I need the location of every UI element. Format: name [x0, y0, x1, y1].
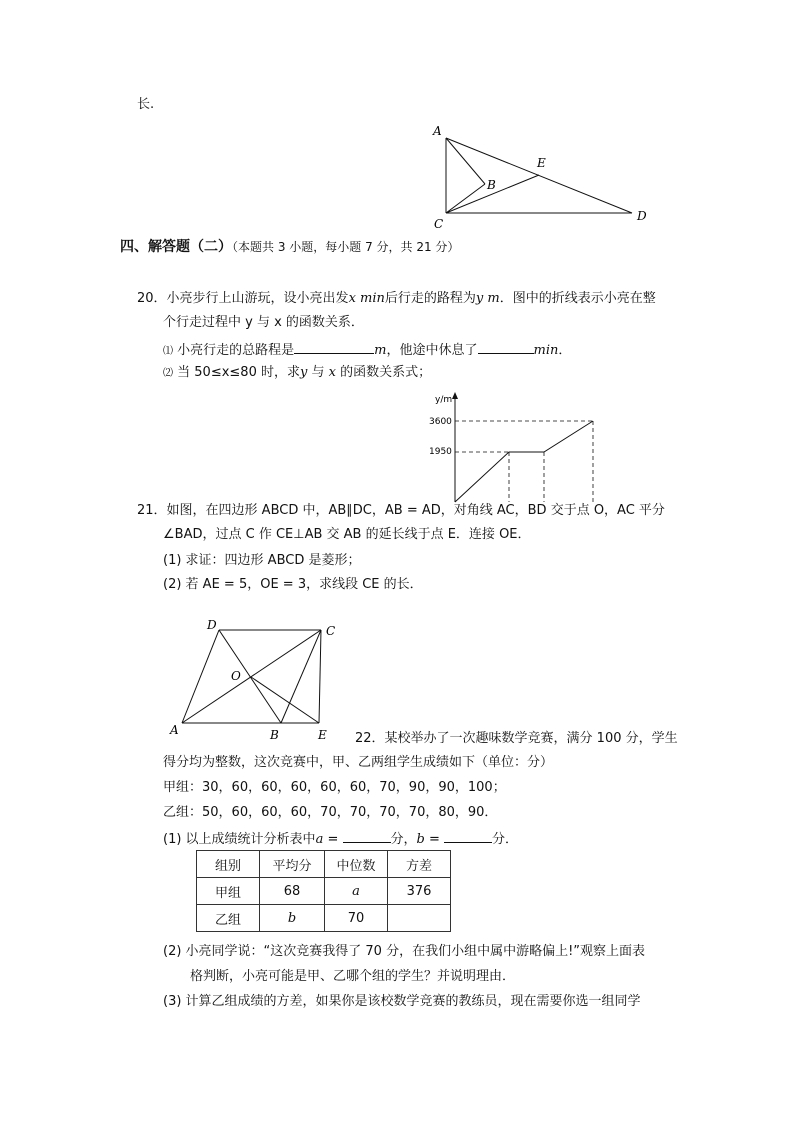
- tick-1950: 1950: [429, 447, 452, 457]
- q22-blank-a[interactable]: [343, 829, 391, 843]
- rhombus-figure: [160, 615, 350, 745]
- table-cell: b: [260, 905, 325, 932]
- q21-number: 21．: [137, 503, 167, 518]
- q20-p2-y-var: y: [299, 365, 308, 380]
- header-cell: 组别: [197, 851, 260, 878]
- label-a: A: [170, 723, 179, 737]
- q20-line1: [137, 290, 656, 308]
- q21-part1: (1) 求证：四边形 ABCD 是菱形；: [163, 553, 361, 568]
- q21-line2: ∠BAD，过点 C 作 CE⊥AB 交 AB 的延长线于点 E．连接 OE．: [163, 527, 531, 542]
- q22-line1: 22．某校举办了一次趣味数学竞赛，满分 100 分，学生: [355, 731, 678, 746]
- q20-p2-x-var: x: [328, 365, 336, 380]
- q22-group-b: 乙组：50，60，60，60，70，70，70，70，80，90．: [163, 805, 498, 820]
- q22-part3: (3) 计算乙组成绩的方差，如果你是该校数学竞赛的教练员，现在需要你选一组同学: [163, 994, 641, 1009]
- seg-oe: [251, 677, 319, 723]
- header-cell: 方差: [388, 851, 451, 878]
- table-cell: [388, 905, 451, 932]
- q20-p1-num: ⑴: [163, 346, 173, 357]
- q20-p1-mid: ，他途中休息了: [386, 343, 478, 358]
- q20-part1: [163, 340, 571, 361]
- label-d: D: [207, 618, 217, 632]
- table-cell: 甲组: [197, 878, 260, 905]
- q22-eq-b: =: [424, 832, 445, 847]
- table-row: [197, 905, 451, 932]
- prev-question-tail: 长.: [137, 97, 155, 112]
- q20-text-a: 小亮步行上山游玩，设小亮出发: [166, 291, 349, 306]
- q20-p1-blank-distance[interactable]: [294, 340, 374, 354]
- q20-y-var: y: [475, 291, 484, 306]
- q20-p1-blank-rest[interactable]: [478, 340, 534, 354]
- q20-p1-min-unit: min: [533, 343, 559, 358]
- y-axis-label: y/m: [435, 395, 453, 405]
- q20-line2: 个行走过程中 y 与 x 的函数关系．: [163, 315, 364, 330]
- q20-p2-end: 的函数关系式；: [340, 365, 432, 380]
- table-cell: 68: [260, 878, 325, 905]
- table-cell: a: [325, 878, 388, 905]
- table-cell: 70: [325, 905, 388, 932]
- q22-blank-b[interactable]: [444, 829, 492, 843]
- q20-p2-and: 与: [311, 365, 325, 380]
- q21-part2: (2) 若 AE = 5，OE = 3，求线段 CE 的长．: [163, 577, 423, 592]
- label-b: B: [487, 178, 496, 192]
- table-cell: 乙组: [197, 905, 260, 932]
- triangle-figure-1: [420, 120, 660, 235]
- section-title: 四、解答题（二）: [120, 239, 232, 255]
- q20-p2-text: 当 50≤x≤80 时，求: [177, 365, 300, 380]
- q22-part2-line1: (2) 小亮同学说：“这次竞赛我得了 70 分，在我们小组中属中游略偏上!”观察上面表: [163, 944, 646, 959]
- q22-part2-line2: 格判断，小亮可能是甲、乙哪个组的学生？并说明理由．: [190, 969, 516, 984]
- label-d: D: [637, 209, 647, 223]
- tick-3600: 3600: [429, 417, 452, 427]
- table-header-row: [197, 851, 451, 878]
- label-e: E: [537, 156, 546, 170]
- label-e: E: [318, 728, 327, 742]
- seg-ce: [319, 630, 321, 723]
- seg-ab: [446, 138, 485, 184]
- q22-var-a: a: [315, 832, 324, 847]
- table-cell: 376: [388, 878, 451, 905]
- seg-ac: [182, 630, 321, 723]
- label-c: C: [326, 624, 336, 638]
- table-row: [197, 878, 451, 905]
- section-heading: [120, 238, 459, 257]
- q20-m-unit: m: [487, 291, 500, 306]
- q20-p1-text: 小亮行走的总路程是: [177, 343, 295, 358]
- q22-group-a: 甲组：30，60，60，60，60，60，70，90，90，100；: [163, 780, 506, 795]
- seg-da: [182, 630, 219, 723]
- q21-line1: [137, 502, 665, 520]
- stats-table: [196, 850, 451, 932]
- header-cell: 平均分: [260, 851, 325, 878]
- label-b: B: [270, 728, 279, 742]
- q22-unit-a: 分，: [390, 832, 417, 847]
- q22-unit-b: 分．: [492, 832, 519, 847]
- q21-text1: 如图，在四边形 ABCD 中，AB∥DC，AB = AD，对角线 AC，BD 交于点 O，AC 平分: [166, 503, 665, 518]
- q22-p1-text: (1) 以上成绩统计分析表中: [163, 832, 316, 847]
- q20-text-b: 后行走的路程为: [384, 291, 476, 306]
- q20-number: 20．: [137, 291, 167, 306]
- seg-db: [219, 630, 281, 723]
- q20-p2-num: ⑵: [163, 368, 173, 379]
- label-o: O: [231, 669, 241, 683]
- distance-time-graph: [425, 390, 610, 510]
- seg-bc: [446, 184, 485, 213]
- header-cell: 中位数: [325, 851, 388, 878]
- q20-x-var: x: [348, 291, 356, 306]
- q22-eq-a: =: [323, 832, 343, 847]
- y-axis-arrow: [452, 392, 458, 399]
- label-a: A: [433, 124, 442, 138]
- section-note: （本题共 3 小题，每小题 7 分，共 21 分）: [232, 240, 460, 254]
- q22-line2: 得分均为整数，这次竞赛中，甲、乙两组学生成绩如下（单位：分）: [163, 755, 554, 770]
- q20-min-unit: min: [360, 291, 385, 306]
- q20-part2: [163, 364, 431, 383]
- q22-var-b: b: [416, 832, 425, 847]
- q20-p1-end: ．: [558, 343, 572, 358]
- label-c: C: [434, 217, 444, 231]
- q20-text-c: ．图中的折线表示小亮在整: [499, 291, 656, 306]
- q22-part1: [163, 829, 518, 849]
- q20-p1-m-unit: m: [374, 343, 387, 358]
- walk-polyline: [455, 421, 593, 502]
